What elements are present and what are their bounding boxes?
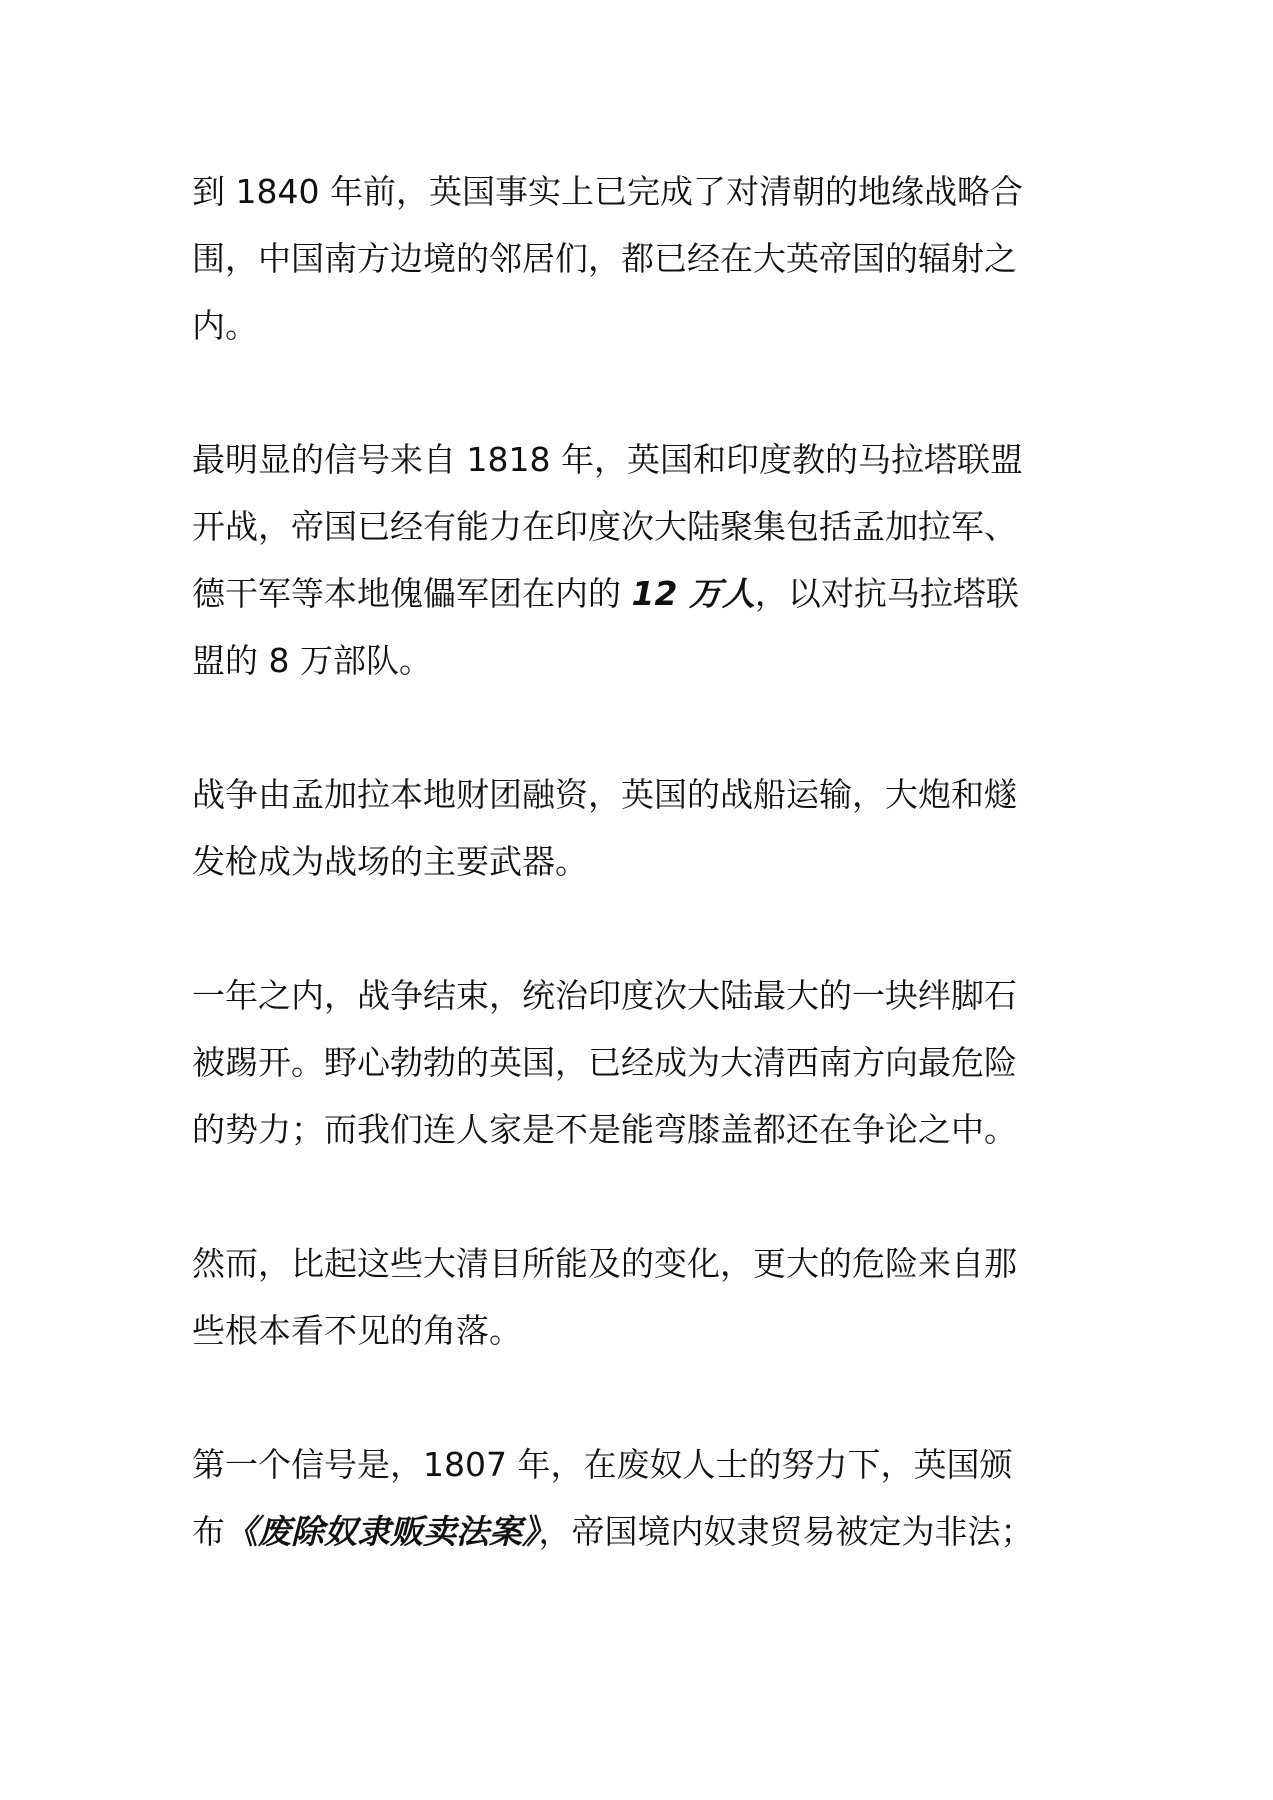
text-run: 开战，帝国已经有能力在印度次大陆聚集包括孟加拉军、	[192, 507, 1017, 546]
text-line	[192, 962, 1092, 1029]
text-run: 发枪成为战场的主要武器。	[192, 842, 588, 881]
paragraph-1	[192, 158, 1092, 359]
text-line	[192, 292, 1092, 359]
text-line	[192, 1096, 1092, 1163]
text-line	[192, 1297, 1092, 1364]
emphasized-text: 《废除奴隶贩卖法案》	[225, 1512, 539, 1551]
article-body	[192, 158, 1092, 1632]
text-line	[192, 627, 1092, 694]
text-line	[192, 1498, 1092, 1565]
text-run: ，以对抗马拉塔联	[754, 574, 1019, 613]
text-run: ，帝国境内奴隶贸易被定为非法；	[538, 1512, 1034, 1551]
text-line	[192, 158, 1092, 225]
text-line	[192, 560, 1092, 627]
paragraph-2	[192, 426, 1092, 694]
text-line	[192, 1431, 1092, 1498]
text-line	[192, 761, 1092, 828]
text-run: 然而，比起这些大清目所能及的变化，更大的危险来自那	[192, 1244, 1017, 1283]
text-line	[192, 828, 1092, 895]
text-line	[192, 426, 1092, 493]
text-run: 围，中国南方边境的邻居们，都已经在大英帝国的辐射之	[192, 239, 1017, 278]
text-run: 的势力；而我们连人家是不是能弯膝盖都还在争论之中。	[192, 1110, 1017, 1149]
text-run: 内。	[192, 306, 258, 345]
text-run: 战争由孟加拉本地财团融资，英国的战船运输，大炮和燧	[192, 775, 1017, 814]
paragraph-5	[192, 1230, 1092, 1364]
text-run: 到 1840 年前，英国事实上已完成了对清朝的地缘战略合	[192, 172, 1023, 211]
text-run: 盟的 8 万部队。	[192, 641, 432, 680]
paragraph-6	[192, 1431, 1092, 1565]
text-run: 布	[192, 1512, 225, 1551]
text-run: 第一个信号是，1807 年，在废奴人士的努力下，英国颁	[192, 1445, 1013, 1484]
text-run: 被踢开。野心勃勃的英国，已经成为大清西南方向最危险	[192, 1043, 1017, 1082]
text-run: 些根本看不见的角落。	[192, 1311, 522, 1350]
text-run: 一年之内，战争结束，统治印度次大陆最大的一块绊脚石	[192, 976, 1017, 1015]
text-run: 最明显的信号来自 1818 年，英国和印度教的马拉塔联盟	[192, 440, 1023, 479]
paragraph-4	[192, 962, 1092, 1163]
text-line	[192, 1029, 1092, 1096]
text-line	[192, 225, 1092, 292]
text-run: 德干军等本地傀儡军团在内的	[192, 574, 632, 613]
text-line	[192, 493, 1092, 560]
paragraph-3	[192, 761, 1092, 895]
text-line	[192, 1230, 1092, 1297]
emphasized-text: 12 万人	[631, 574, 755, 613]
